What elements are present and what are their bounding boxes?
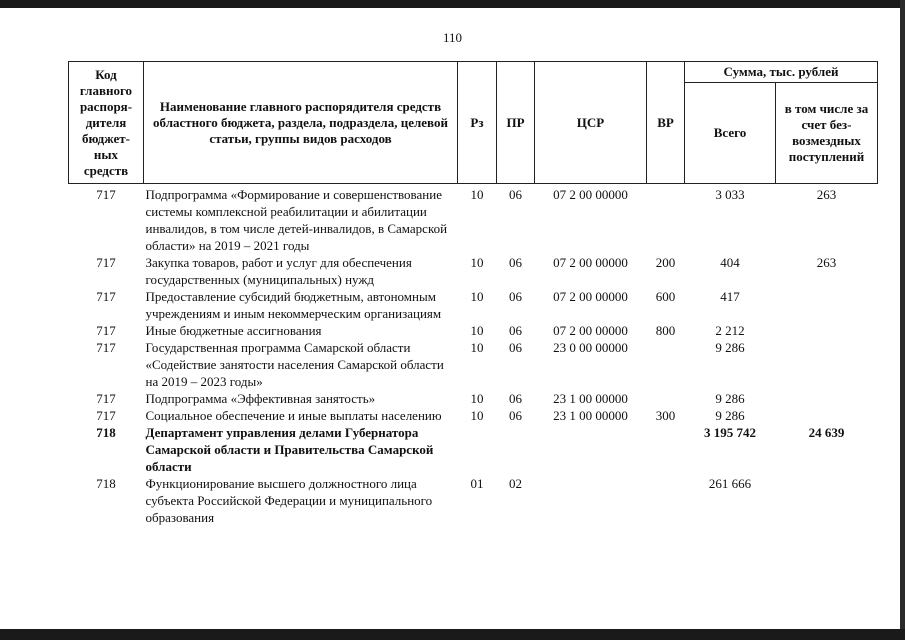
- cell-grant: [776, 390, 878, 407]
- table-row: [69, 288, 878, 322]
- header-pr: ПР: [497, 62, 535, 184]
- cell-name: Государственная программа Самарской области «Содействие занятости населения Самарской области на 2019 – 2023 годы»: [145, 340, 444, 389]
- cell-total: 3 033: [715, 187, 745, 202]
- cell-code: 717: [96, 391, 116, 406]
- header-total: Всего: [685, 83, 776, 184]
- cell-csr: 23 1 00 00000: [553, 391, 628, 406]
- header-row-top: [69, 62, 878, 83]
- cell-rz: [458, 424, 497, 475]
- cell-grant: 263: [816, 187, 837, 202]
- cell-csr: 07 2 00 00000: [553, 187, 628, 202]
- header-name: Наименование главного распорядителя средств областного бюджета, раздела, подраздела, целевой статьи, группы видов расходов: [144, 62, 458, 184]
- cell-total: 2 212: [715, 323, 745, 338]
- scan-border-right: [900, 0, 905, 640]
- cell-csr: 23 0 00 00000: [553, 340, 628, 355]
- cell-grant: [776, 475, 878, 526]
- cell-code: 717: [96, 408, 116, 423]
- cell-total: 9 286: [715, 391, 745, 406]
- table-row: [69, 475, 878, 526]
- table-row: [69, 322, 878, 339]
- cell-rz: 10: [470, 408, 484, 423]
- cell-code: 718: [96, 476, 116, 491]
- cell-total: 9 286: [715, 408, 745, 423]
- cell-pr: 06: [509, 255, 522, 270]
- table-row: [69, 339, 878, 390]
- table-row: [69, 390, 878, 407]
- cell-code: 717: [96, 255, 116, 270]
- cell-csr: 07 2 00 00000: [553, 323, 628, 338]
- cell-rz: 10: [470, 323, 484, 338]
- cell-rz: 01: [470, 476, 484, 491]
- cell-rz: 10: [470, 340, 484, 355]
- cell-vr: 300: [655, 408, 676, 423]
- cell-rz: 10: [470, 255, 484, 270]
- cell-vr: [647, 475, 685, 526]
- cell-name: Департамент управления делами Губернатора Самарской области и Правительства Самарской области: [145, 425, 434, 474]
- cell-vr: 200: [655, 255, 676, 270]
- cell-name: Социальное обеспечение и иные выплаты населению: [145, 408, 442, 423]
- header-code: Код главного распоря-дителя бюджет-ных средств: [69, 62, 144, 184]
- cell-code: 717: [96, 340, 116, 355]
- cell-vr: [647, 390, 685, 407]
- cell-pr: 06: [509, 187, 522, 202]
- cell-rz: 10: [470, 391, 484, 406]
- cell-name: Функционирование высшего должностного лица субъекта Российской Федерации и муниципального образования: [145, 476, 433, 525]
- cell-grant: 263: [816, 255, 837, 270]
- cell-name: Подпрограмма «Эффективная занятость»: [145, 391, 376, 406]
- cell-vr: [647, 424, 685, 475]
- scan-border-top: [0, 0, 905, 8]
- cell-pr: 02: [509, 476, 522, 491]
- header-grant: в том числе за счет без-возмездных поступлений: [776, 83, 878, 184]
- header-csr: ЦСР: [535, 62, 647, 184]
- cell-pr: 06: [509, 408, 522, 423]
- cell-pr: 06: [509, 340, 522, 355]
- cell-grant: [776, 322, 878, 339]
- table-row: [69, 424, 878, 475]
- cell-rz: 10: [470, 187, 484, 202]
- cell-total: 417: [720, 289, 740, 304]
- cell-total: 404: [720, 255, 740, 270]
- cell-csr: [535, 424, 647, 475]
- cell-total: 9 286: [715, 340, 745, 355]
- cell-vr: 800: [655, 323, 676, 338]
- cell-name: Закупка товаров, работ и услуг для обеспечения государственных (муниципальных) нужд: [145, 255, 412, 287]
- cell-grant: [776, 407, 878, 424]
- cell-code: 718: [96, 425, 116, 440]
- cell-total: 3 195 742: [704, 425, 756, 440]
- cell-vr: 600: [655, 289, 676, 304]
- cell-csr: 07 2 00 00000: [553, 255, 628, 270]
- cell-vr: [647, 184, 685, 255]
- cell-csr: 07 2 00 00000: [553, 289, 628, 304]
- page-number: 110: [442, 30, 463, 45]
- table-row: [69, 184, 878, 255]
- cell-pr: 06: [509, 391, 522, 406]
- cell-name: Предоставление субсидий бюджетным, автономным учреждениям и иным некоммерческим организациям: [145, 289, 442, 321]
- scan-border-bottom: [0, 629, 905, 640]
- header-vr: ВР: [647, 62, 685, 184]
- cell-csr: [535, 475, 647, 526]
- header-rz: Рз: [458, 62, 497, 184]
- cell-vr: [647, 339, 685, 390]
- cell-grant: [776, 339, 878, 390]
- cell-csr: 23 1 00 00000: [553, 408, 628, 423]
- table-row: [69, 407, 878, 424]
- table-row: [69, 254, 878, 288]
- cell-rz: 10: [470, 289, 484, 304]
- cell-code: 717: [96, 323, 116, 338]
- cell-total: 261 666: [708, 476, 752, 491]
- cell-grant: [776, 288, 878, 322]
- cell-name: Подпрограмма «Формирование и совершенствование системы комплексной реабилитации и абилитации инвалидов, в том числе детей-инвалидов, в Самарской области» на 2019 – 2021 годы: [145, 187, 448, 253]
- cell-pr: 06: [509, 323, 522, 338]
- cell-pr: [497, 424, 535, 475]
- cell-pr: 06: [509, 289, 522, 304]
- cell-code: 717: [96, 289, 116, 304]
- budget-table: [68, 61, 878, 526]
- cell-grant: 24 639: [808, 425, 845, 440]
- cell-name: Иные бюджетные ассигнования: [145, 323, 322, 338]
- header-sum: Сумма, тыс. рублей: [685, 62, 878, 83]
- cell-code: 717: [96, 187, 116, 202]
- table-body: [69, 184, 878, 527]
